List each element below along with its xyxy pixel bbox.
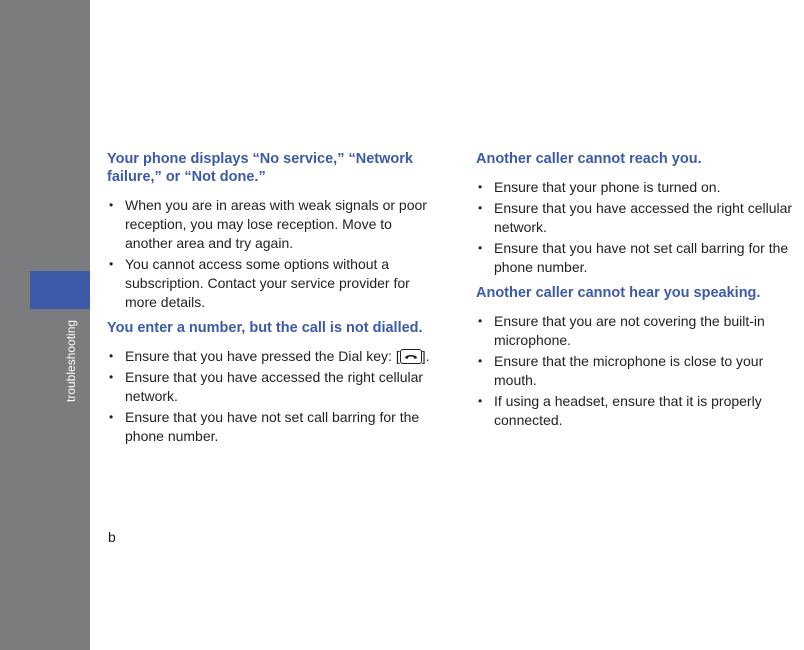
section-heading-caller-cannot-reach: Another caller cannot reach you. — [476, 151, 702, 167]
list-item: • Ensure that you are not covering the built-in microphone. — [476, 312, 804, 350]
list-item: • Ensure that you have not set call barring for the phone number. — [476, 239, 804, 277]
sidebar — [0, 0, 90, 650]
dial-key-suffix: ]. — [421, 348, 430, 364]
dial-key-text: Ensure that you have pressed the Dial key: [ — [125, 348, 400, 364]
list-item: • You cannot access some options without a subscription. Contact your service provider for more details. — [107, 255, 443, 312]
call-not-dialled-list — [107, 347, 443, 446]
page-number: b — [108, 529, 116, 545]
list-item: • If using a headset, ensure that it is properly connected. — [476, 392, 804, 430]
caller-cannot-reach-list — [476, 178, 804, 277]
caller-cannot-hear-list — [476, 312, 804, 430]
phone-handset-icon — [400, 349, 422, 364]
list-item: • When you are in areas with weak signals or poor reception, you may lose reception. Move to another area and try again. — [107, 196, 443, 253]
right-column — [476, 150, 804, 437]
list-item: • Ensure that your phone is turned on. — [476, 178, 804, 197]
section-heading-caller-cannot-hear: Another caller cannot hear you speaking. — [476, 285, 761, 301]
list-item: • Ensure that the microphone is close to your mouth. — [476, 352, 804, 390]
list-item: • Ensure that you have accessed the right cellular network. — [107, 368, 443, 406]
sidebar-tab-marker — [30, 271, 90, 309]
list-item — [107, 347, 443, 366]
no-service-list — [107, 196, 443, 312]
sidebar-section-label: troubleshooting — [64, 320, 78, 403]
section-heading-call-not-dialled: You enter a number, but the call is not dialled. — [107, 320, 423, 336]
list-item: • Ensure that you have accessed the right cellular network. — [476, 199, 804, 237]
left-column — [107, 150, 443, 453]
list-item: • Ensure that you have not set call barring for the phone number. — [107, 408, 443, 446]
section-heading-no-service: Your phone displays “No service,” “Network failure,” or “Not done.” — [107, 151, 413, 185]
